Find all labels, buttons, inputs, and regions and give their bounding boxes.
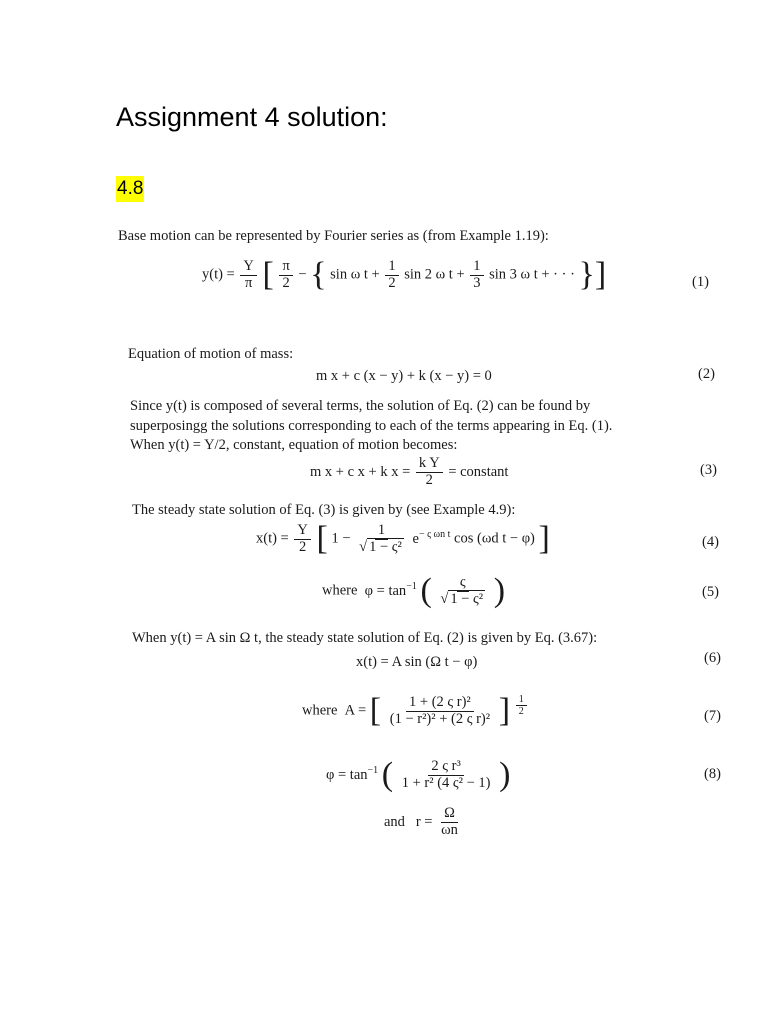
eq9-den: ωn [441, 821, 458, 838]
paragraph-line-2: superposingg the solutions corresponding to each of the terms appearing in Eq. (1). [130, 418, 613, 434]
equation-9 [384, 806, 463, 839]
eq9-num: Ω [441, 806, 458, 823]
eq7-number: (7) [704, 708, 721, 724]
eq1-two: 2 [282, 274, 290, 291]
eq3-lhs: m x + c x + k x = [310, 463, 411, 480]
eq1-y-over-pi [240, 259, 256, 292]
eq7-power [516, 694, 527, 717]
eq8-sup: −1 [367, 765, 379, 777]
eq1-number: (1) [692, 274, 709, 290]
eq3-number: (3) [700, 462, 717, 478]
eq1-three: 3 [473, 274, 481, 291]
eq5-lhs: φ = tan [364, 583, 407, 600]
eq4-lhs: x(t) = [256, 530, 289, 547]
eq7-fraction [387, 695, 493, 728]
equation-1: y(t) = $\frac{Y}{\pi}$ [ $\frac{\pi}{2}$ − { sin ω t + $\frac{1}{2}$ sin 2 ω t + $\frac{1}{3}$ sin 3 ω t + · · · }] [202, 256, 607, 293]
eq7-pow-num: 1 [516, 694, 527, 706]
eq7-where: where [302, 702, 338, 719]
eq7-pow-den: 2 [518, 706, 524, 717]
eq5-sup: −1 [406, 581, 417, 593]
eom-heading: Equation of motion of mass: [128, 346, 294, 362]
eq4-exp: e [412, 531, 419, 548]
eq4-y: Y [294, 523, 310, 540]
equation-7: where A = [ $\frac{\text{1 + (2 ς r)²}}{\text{(1 − r²)² + (2 ς r)²}}$ ] $\frac{1}{2}$ [302, 694, 529, 728]
equation-8: $\varphi = \tan^{-1}$ ( $\frac{\text{2 ς r³}}{\text{1 + r² (4 ς² − 1)}}$ ) [326, 756, 511, 793]
eq9-lhs: r = [415, 813, 433, 830]
eq3-fraction [416, 456, 443, 489]
equation-2: m x + c (x − y) + k (x − y) = 0 [316, 368, 492, 384]
steady-intro: The steady state solution of Eq. (3) is given by (see Example 4.9): [132, 502, 516, 518]
eq1-pi: π [244, 274, 253, 291]
eq5-where: where [322, 582, 358, 599]
equation-4: x(t) = $\frac{Y}{2}$ [ 1 − $\frac{1}{\text{√ 1 − ς²}}$ $e^{- \varsigma \omega n t}$ cos (ωd t − φ) ] [256, 520, 550, 557]
eq6-number: (6) [704, 650, 721, 666]
eq4-one: 1 − [331, 530, 351, 547]
eq7-den: (1 − r²)² + (2 ς r)² [389, 710, 491, 727]
eq3-rhs: = constant [448, 463, 509, 480]
eq1-minus: − [298, 266, 307, 283]
eq5-number: (5) [702, 584, 719, 600]
eq9-and: and [384, 813, 405, 830]
eq1-half: $\frac{1}{2}$ [385, 259, 398, 292]
paragraph-line-3: When y(t) = Y/2, constant, equation of motion becomes: [130, 437, 458, 453]
eq1-pi-over-2 [279, 259, 292, 292]
eq2-number: (2) [698, 366, 715, 382]
eq4-exp-sup: − ς ωn t [418, 529, 451, 541]
eq8-number: (8) [704, 766, 721, 782]
harmonic-intro: When y(t) = A sin Ω t, the steady state solution of Eq. (2) is given by Eq. (3.67): [132, 630, 598, 646]
eq1-lhs: y(t) = [202, 266, 235, 283]
eq4-y-over-2 [294, 523, 310, 556]
eq4-number: (4) [702, 534, 719, 550]
intro-text: Base motion can be represented by Fourier series as (from Example 1.19): [118, 228, 549, 244]
eq7-lhs: A = [344, 702, 367, 719]
eq4-fraction: $\frac{1}{\text{√ 1 − ς²}}$ [359, 521, 402, 555]
eq4-frac-num: 1 [375, 523, 388, 540]
eq1-third [470, 259, 483, 292]
eq1-one-a: 1 [385, 259, 398, 276]
eq8-den: 1 + r² (4 ς² − 1) [401, 774, 491, 791]
eq4-tail: cos (ωd t − φ) [454, 530, 535, 547]
eq1-pi-num: π [279, 259, 292, 276]
eq9-fraction [438, 806, 461, 839]
eq5-fraction: $\frac{\varsigma}{\text{√ 1 − ς²}}$ [440, 573, 484, 607]
page-title: Assignment 4 solution: [116, 102, 388, 132]
eq8-lhs: φ = tan [326, 767, 368, 784]
eq3-num: k Y [416, 456, 443, 473]
eq4-frac-den: 1 − ς² [369, 538, 402, 555]
eq8-num: 2 ς r³ [428, 759, 463, 776]
equation-6: x(t) = A sin (Ω t − φ) [356, 654, 478, 670]
eq1-one-b: 1 [470, 259, 483, 276]
section-number: 4.8 [116, 176, 144, 202]
eq3-den: 2 [425, 471, 433, 488]
eq1-y: Y [240, 259, 256, 276]
eq1-term2: sin 2 ω t + [404, 266, 465, 283]
paragraph-line-1: Since y(t) is composed of several terms, the solution of Eq. (2) can be found by [130, 398, 591, 414]
equation-5: where $\varphi = \tan^{-1}$ ( $\frac{\varsigma}{\text{√ 1 − ς²}}$ ) [322, 572, 506, 609]
eq5-den: 1 − ς² [450, 590, 484, 607]
eq1-term1: sin ω t + [330, 266, 380, 283]
eq8-fraction [399, 759, 494, 792]
eq5-num: ς [457, 575, 469, 592]
eq7-num: 1 + (2 ς r)² [406, 695, 474, 712]
eq4-two: 2 [298, 538, 307, 555]
eq1-term3: sin 3 ω t + · · · [489, 266, 575, 283]
equation-3 [310, 456, 508, 489]
